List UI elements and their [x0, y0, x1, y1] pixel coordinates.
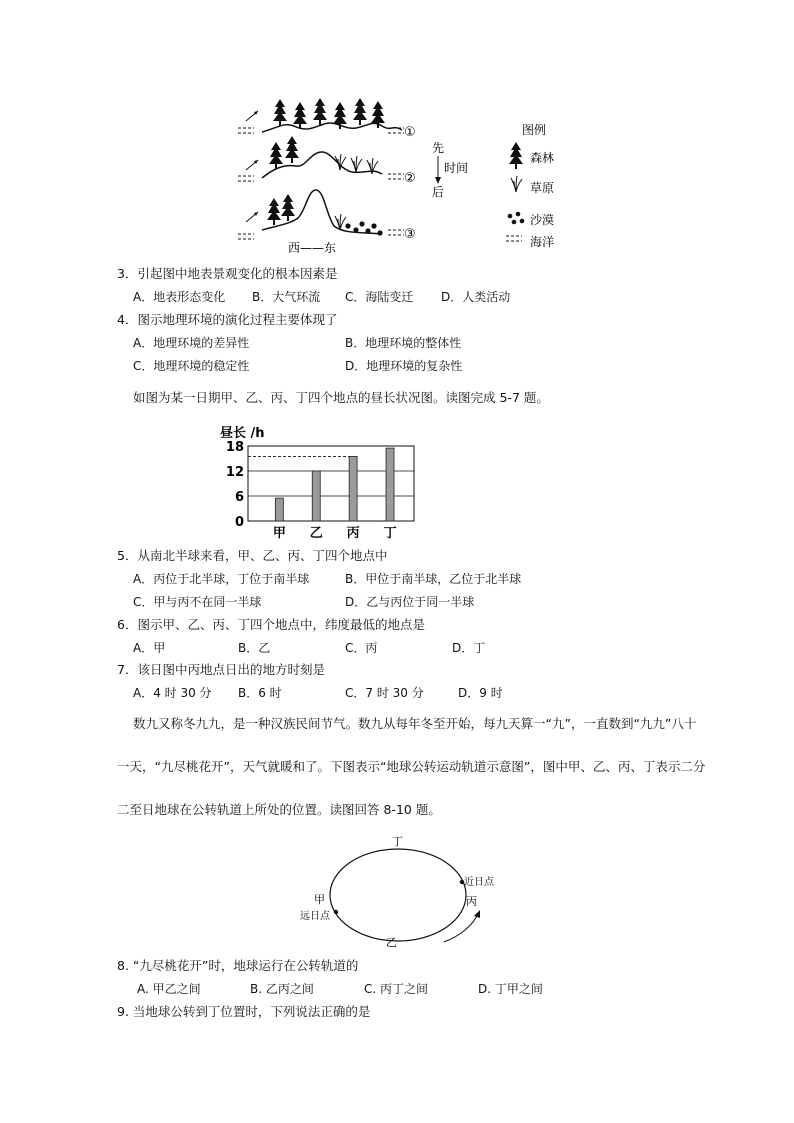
desert-dots-icon: [508, 212, 525, 225]
q6-option-c[interactable]: C．丙: [345, 641, 378, 655]
tree-icon: [509, 142, 523, 169]
chart-ylabel: 昼长 /h: [220, 426, 265, 441]
q8-stem: 8. “九尽桃花开”时，地球运行在公转轨道的: [117, 958, 359, 973]
q8-option-c[interactable]: C. 丙丁之间: [364, 982, 429, 996]
aphelion-point: [334, 910, 338, 914]
q6-option-b[interactable]: B．乙: [238, 641, 271, 655]
q5-option-c[interactable]: C．甲与丙不在同一半球: [133, 595, 262, 609]
q3-stem: 3．引起图中地表景观变化的根本因素是: [117, 266, 338, 281]
q4-option-a[interactable]: A．地理环境的差异性: [133, 336, 250, 350]
landscape-evolution-figure: [232, 98, 592, 258]
legend-title: 图例: [522, 123, 547, 137]
chart-category-label: 甲: [272, 526, 286, 540]
chart-bar: [275, 498, 283, 521]
ocean-dash-icon: [506, 236, 522, 241]
para-8-10-line2: 一天，“九尽桃花开”，天气就暖和了。下图表示“地球公转运动轨道示意图”，图中甲、乙、丙、丁表示二分: [117, 759, 706, 774]
row-label-3: ③: [404, 227, 416, 242]
time-last: 后: [432, 185, 445, 199]
q6-option-d[interactable]: D．丁: [452, 641, 486, 655]
q8-option-b[interactable]: B. 乙丙之间: [250, 982, 314, 996]
direction-label: 西——东: [288, 241, 337, 255]
legend-label-forest: 森林: [530, 151, 555, 165]
legend-label-ocean: 海洋: [530, 235, 555, 249]
q6-stem: 6．图示甲、乙、丙、丁四个地点中，纬度最低的地点是: [117, 617, 425, 632]
chart-y-tick: 12: [225, 465, 244, 480]
para-8-10-line3: 二至日地球在公转轨道上所处的位置。读图回答 8-10 题。: [117, 802, 441, 817]
q8-option-d[interactable]: D. 丁甲之间: [478, 982, 543, 996]
legend-label-desert: 沙漠: [530, 213, 555, 227]
chart-y-tick: 18: [225, 440, 244, 455]
chart-y-tick: 6: [234, 490, 244, 505]
orbit-label-perihelion: 近日点: [464, 877, 494, 888]
q6-option-a[interactable]: A．甲: [133, 641, 166, 655]
grass-icon: [511, 176, 522, 192]
q4-option-b[interactable]: B．地理环境的整体性: [345, 336, 462, 350]
q3-option-c[interactable]: C．海陆变迁: [345, 290, 414, 304]
day-length-chart: [216, 420, 426, 540]
orbit-label-aphelion: 远日点: [300, 911, 330, 922]
q3-option-d[interactable]: D．人类活动: [441, 290, 511, 304]
row-label-2: ②: [404, 171, 416, 186]
chart-bar: [312, 471, 320, 521]
q4-option-d[interactable]: D．地理环境的复杂性: [345, 359, 463, 373]
orbit-ellipse: [330, 849, 466, 941]
q3-option-b[interactable]: B．大气环流: [252, 290, 321, 304]
direction-arrow-icon: [444, 910, 480, 942]
chart-bar: [349, 456, 357, 521]
q9-stem: 9. 当地球公转到丁位置时，下列说法正确的是: [117, 1004, 371, 1019]
q7-option-d[interactable]: D．9 时: [458, 686, 503, 700]
time-first: 先: [432, 141, 445, 155]
landscape-row-2: [238, 136, 416, 186]
landscape-row-1: [238, 98, 416, 140]
q4-stem: 4．图示地理环境的演化过程主要体现了: [117, 312, 338, 327]
q5-option-d[interactable]: D．乙与丙位于同一半球: [345, 595, 475, 609]
q7-stem: 7．该日图中丙地点日出的地方时刻是: [117, 662, 325, 677]
chart-y-tick: 0: [234, 515, 244, 530]
orbit-label-yi: 乙: [386, 936, 397, 949]
legend-label-grassland: 草原: [530, 181, 555, 195]
orbit-label-bing: 丙: [466, 895, 477, 908]
q7-option-b[interactable]: B．6 时: [238, 686, 282, 700]
landscape-row-3: [238, 190, 416, 255]
chart-bar: [386, 448, 394, 521]
time-arrow: [432, 140, 468, 199]
chart-category-label: 丁: [383, 526, 397, 540]
legend: [506, 122, 554, 249]
chart-category-label: 乙: [309, 526, 323, 540]
q7-option-a[interactable]: A．4 时 30 分: [133, 686, 212, 700]
q5-option-b[interactable]: B．甲位于南半球，乙位于北半球: [345, 572, 522, 586]
q4-option-c[interactable]: C．地理环境的稳定性: [133, 359, 250, 373]
q7-option-c[interactable]: C．7 时 30 分: [345, 686, 424, 700]
row-label-1: ①: [404, 125, 416, 140]
q8-option-a[interactable]: A. 甲乙之间: [137, 982, 201, 996]
earth-orbit-figure: [290, 830, 530, 952]
q5-option-a[interactable]: A．丙位于北半球，丁位于南半球: [133, 572, 310, 586]
time-word: 时间: [444, 161, 469, 175]
orbit-label-ding: 丁: [392, 835, 403, 848]
orbit-label-jia: 甲: [314, 893, 325, 906]
para-8-10-line1: 数九又称冬九九，是一种汉族民间节气。数九从每年冬至开始，每九天算一“九”，一直数到“九九”八十: [133, 716, 697, 731]
intro-5-7: 如图为某一日期甲、乙、丙、丁四个地点的昼长状况图。读图完成 5-7 题。: [133, 390, 549, 405]
chart-category-label: 丙: [346, 526, 360, 540]
q3-option-a[interactable]: A．地表形态变化: [133, 290, 226, 304]
q5-stem: 5．从南北半球来看，甲、乙、丙、丁四个地点中: [117, 548, 388, 563]
